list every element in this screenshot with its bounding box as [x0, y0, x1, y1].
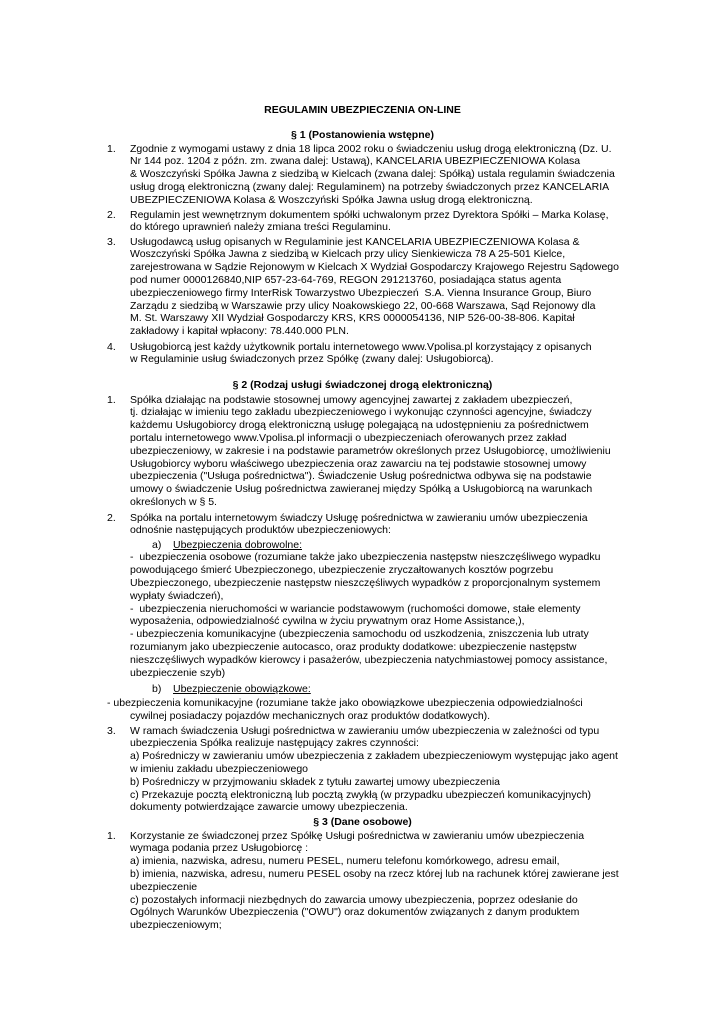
- paragraph-line: b) imienia, nazwiska, adresu, numeru PESEL osoby na rzecz której lub na rachunek której zawierane jest: [130, 867, 619, 880]
- item-body: [130, 143, 710, 207]
- paragraph-line: w imieniu zakładu ubezpieczeniowego: [130, 762, 309, 775]
- paragraph-line: Woszczyński Spółka Jawna z siedzibą w Kielcach przy ulicy Sienkiewicza 78 A 25-501 Kielce,: [130, 248, 566, 261]
- voluntary-insurance-subheading: [130, 539, 710, 552]
- item-number: 1.: [107, 393, 116, 406]
- item-number: 2.: [107, 208, 116, 221]
- paragraph-line: cywilnej posiadaczy pojazdów mechanicznych oraz produktów dodatkowych).: [130, 709, 491, 722]
- sublist-label: a): [152, 538, 162, 551]
- paragraph-line: ubezpieczeniowego firmy InterRisk Towarzystwo Ubezpieczeń S.A. Vienna Insurance Group, Biuro: [130, 286, 592, 299]
- item-number: 3.: [107, 724, 116, 737]
- item-number: 4.: [107, 340, 116, 353]
- paragraph-line: Spółka na portalu internetowym świadczy Usługę pośrednictwa w zawieraniu umów ubezpieczenia: [130, 511, 588, 524]
- paragraph-line: c) pozostałych informacji niezbędnych do zawarcia umowy ubezpieczenia, poprzez odesłanie do: [130, 893, 578, 906]
- paragraph-line: ubezpieczeniowym;: [130, 919, 222, 932]
- item-body: [130, 236, 710, 338]
- item-body: [130, 725, 710, 815]
- paragraph-line: Nr 144 poz. 1204 z późn. zm. zwana dalej: Ustawą), KANCELARIA UBEZPIECZENIOWA Kolasa: [130, 155, 581, 168]
- paragraph-line: portalu internetowego www.Vpolisa.pl informacji o ubezpieczeniach oferowanych przez zakład: [130, 431, 567, 444]
- paragraph-line: - ubezpieczenia osobowe (rozumiane także jako ubezpieczenia następstw nieszczęśliwego wypadku: [130, 551, 601, 564]
- paragraph-line: Korzystanie ze świadczonej przez Spółkę Usługi pośrednictwa w zawieraniu umów ubezpieczenia: [130, 829, 585, 842]
- item-body: [130, 341, 710, 367]
- section-2-item-3: [0, 725, 725, 815]
- paragraph-line: wypłaty świadczeń),: [130, 589, 224, 602]
- paragraph-line: pod numer 0000126840,NIP 657-23-64-769, REGON 291213760, posiadająca status agenta: [130, 273, 562, 286]
- item-body: [107, 511, 710, 723]
- section-1-heading: § 1 (Postanowienia wstępne): [291, 128, 434, 141]
- paragraph-line: Usługodawcą usług opisanych w Regulaminie jest KANCELARIA UBEZPIECZENIOWA Kolasa &: [130, 235, 580, 248]
- section-1-item-3: [0, 236, 725, 338]
- paragraph-line: c) Przekazuje pocztą elektroniczną lub pocztą zwykłą (w przypadku ubezpieczeń komunikacyjnych): [130, 788, 592, 801]
- paragraph-line: M. St. Warszawy XII Wydział Gospodarczy KRS, KRS 0000054136, NIP 526-00-38-806. Kapitał: [130, 312, 575, 325]
- item-body: [130, 394, 710, 509]
- paragraph-line: zakładowy i kapitał wpłacony: 78.440.000 PLN.: [130, 325, 349, 338]
- paragraph-line: każdemu Usługobiorcy drogą elektroniczną usługę polegającą na udostępnieniu za pośrednictwem: [130, 419, 589, 432]
- paragraph-line: Regulamin jest wewnętrznym dokumentem spółki uchwalonym przez Dyrektora Spółki – Marka Kolasę,: [130, 208, 609, 221]
- document-title: REGULAMIN UBEZPIECZENIA ON-LINE: [264, 103, 461, 116]
- paragraph-line: wyposażenia, odpowiedzialność cywilna w życiu prywatnym oraz Home Assistance,),: [130, 615, 525, 628]
- section-1-item-4: [0, 341, 725, 367]
- section-1-item-1: [0, 143, 725, 207]
- item-body: [130, 830, 710, 932]
- section-2-item-1: [0, 394, 725, 509]
- paragraph-line: Usługobiorcą jest każdy użytkownik portalu internetowego www.Vpolisa.pl korzystający z opisanych: [130, 340, 592, 353]
- paragraph-line: UBEZPIECZENIOWA Kolasa & Woszczyński Spółka Jawna usług drogą elektroniczną.: [130, 193, 533, 206]
- mandatory-insurance-subheading: [130, 683, 710, 696]
- paragraph-line: b) Pośredniczy w przyjmowaniu składek z tytułu zawartej umowy ubezpieczenia: [130, 775, 500, 788]
- item-number: 3.: [107, 235, 116, 248]
- section-3-item-1: [0, 830, 725, 932]
- paragraph-line: odnośnie następujących produktów ubezpieczeniowych:: [130, 524, 391, 537]
- item-number: 1.: [107, 829, 116, 842]
- paragraph-line: Zarządu z siedzibą w Warszawie przy ulicy Noakowskiego 22, 00-668 Warszawa, Sąd Rejonowy dla: [130, 299, 596, 312]
- paragraph-line: ubezpieczenia Spółka realizuje następujący zakres czynności:: [130, 737, 419, 750]
- voluntary-insurance-list: [130, 551, 710, 679]
- paragraph-line: powodującego śmierć Ubezpieczonego, ubezpieczenie zryczałtowanych kosztów pogrzebu: [130, 564, 554, 577]
- paragraph-line: ubezpieczenie: [130, 880, 198, 893]
- section-1-item-2: [0, 209, 725, 235]
- paragraph-line: W ramach świadczenia Usługi pośrednictwa w zawieraniu umów ubezpieczenia w zależności od typu: [130, 724, 600, 737]
- paragraph-line: Ubezpieczonego, ubezpieczenie następstw nieszczęśliwych wypadków z proporcjonalnym systemem: [130, 576, 601, 589]
- paragraph-line: Ogólnych Warunków Ubezpieczenia ("OWU") oraz dokumentów związanych z danym produktem: [130, 906, 580, 919]
- paragraph-line: rozumianym jako ubezpieczenie autocasco, oraz produkty dodatkowe: ubezpieczenie następstw: [130, 640, 577, 653]
- paragraph-line: Spółka działając na podstawie stosownej umowy agencyjnej zawartej z zakładem ubezpieczeń,: [130, 393, 573, 406]
- paragraph-line: wymaga podania przez Usługobiorcę :: [130, 842, 309, 855]
- paragraph-line: ubezpieczenie szyb): [130, 666, 226, 679]
- paragraph-line: zarejestrowana w Sądzie Rejonowym w Kielcach X Wydział Gospodarczy Krajowego Rejestru Sądowego: [130, 261, 619, 274]
- paragraph-line: do którego uprawnień należy zmiana treści Regulaminu.: [130, 221, 391, 234]
- paragraph-line: - ubezpieczenia komunikacyjne (rozumiane także jako obowiązkowe ubezpieczenia odpowiedzialności: [107, 697, 583, 710]
- paragraph-line: tj. działając w imieniu tego zakładu ubezpieczeniowego i wykonując czynności agencyjne, świadczy: [130, 406, 592, 419]
- paragraph-line: ubezpieczenia ("Usługa pośrednictwa"). Świadczenie Usług pośrednictwa odbywa się na podstawie: [130, 470, 592, 483]
- sublist-title: Ubezpieczenia dobrowolne:: [173, 538, 302, 551]
- item-number: 1.: [107, 142, 116, 155]
- section-3-heading: § 3 (Dane osobowe): [313, 815, 412, 828]
- paragraph-line: umowy o świadczenie Usług pośrednictwa zawieranej między Spółką a Usługobiorcą na warunkach: [130, 483, 593, 496]
- sublist-label: b): [152, 683, 162, 696]
- paragraph-line: a) Pośredniczy w zawieraniu umów ubezpieczenia z zakładem ubezpieczeniowym występując jako agent: [130, 750, 618, 763]
- sublist-title: Ubezpieczenie obowiązkowe:: [173, 683, 311, 696]
- section-2-item-2: [0, 512, 725, 723]
- section-2-heading: § 2 (Rodzaj usługi świadczonej drogą elektroniczną): [232, 378, 493, 391]
- paragraph-line: Usługobiorcy wyboru właściwego ubezpieczenia oraz zawarciu na tej podstawie stosownej umowy: [130, 457, 587, 470]
- paragraph-line: Zgodnie z wymogami ustawy z dnia 18 lipca 2002 roku o świadczeniu usług drogą elektroniczną (Dz. U.: [130, 142, 612, 155]
- mandatory-insurance-list: [107, 697, 710, 723]
- paragraph-line: w Regulaminie usług świadczonych przez Spółkę (zwany dalej: Usługobiorcą).: [130, 353, 494, 366]
- paragraph-line: & Woszczyński Spółka Jawna z siedzibą w Kielcach (zwana dalej: Spółką) ustala regulamin świadczenia: [130, 168, 615, 181]
- paragraph-line: - ubezpieczenia komunikacyjne (ubezpieczenia samochodu od uszkodzenia, zniszczenia lub utraty: [130, 628, 589, 641]
- paragraph-line: - ubezpieczenia nieruchomości w wariancie podstawowym (ruchomości domowe, stałe elementy: [130, 602, 581, 615]
- paragraph-line: a) imienia, nazwiska, adresu, numeru PESEL, numeru telefonu komórkowego, adresu email,: [130, 855, 560, 868]
- paragraph-line: ubezpieczeniowy, w zakresie i na podstawie parametrów określonych przez Usługobiorcę, umożliwieniu: [130, 444, 611, 457]
- item-body: [130, 209, 710, 235]
- paragraph-line: dokumenty potwierdzające zawarcie umowy ubezpieczenia.: [130, 801, 408, 814]
- paragraph-line: nieszczęśliwych wypadków kierowcy i pasażerów, ubezpieczenia natychmiastowej pomocy assistance,: [130, 653, 608, 666]
- paragraph-line: określonych w § 5.: [130, 495, 217, 508]
- item-number: 2.: [107, 511, 116, 524]
- paragraph-line: usług drogą elektroniczną (zwany dalej: Regulaminem) na potrzeby świadczonych przez KANCELARIA: [130, 180, 610, 193]
